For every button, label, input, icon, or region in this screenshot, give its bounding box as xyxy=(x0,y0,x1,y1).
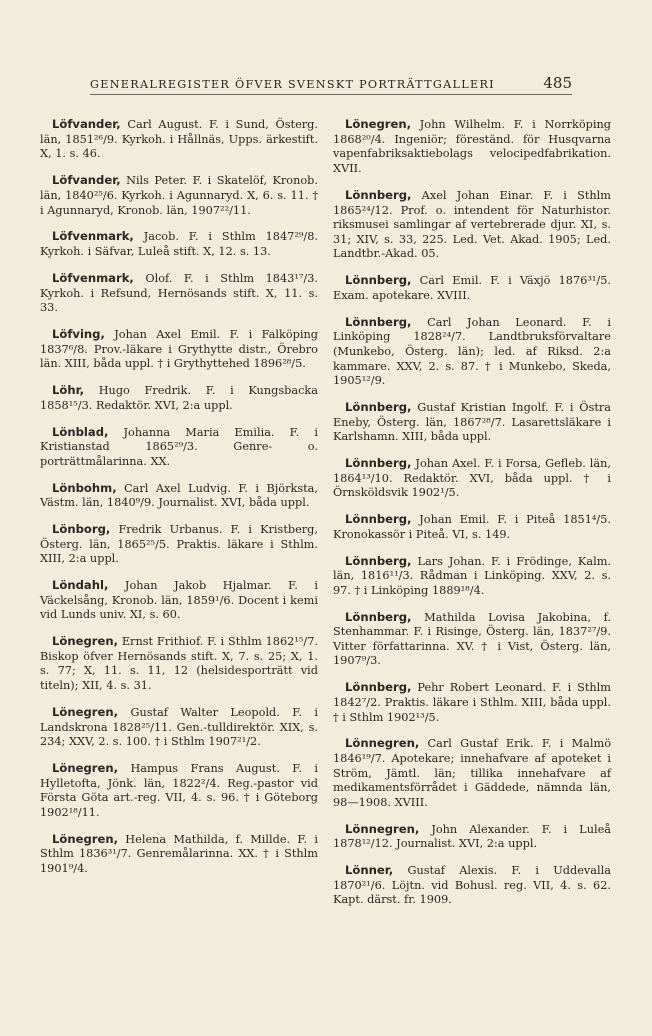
entry-surname: Lönnberg, xyxy=(345,680,412,695)
entry-text: Axel Johan Einar. F. i Sthlm 1865²⁴/12. Prof. o. intendent för Naturhistor. riksmusei samlingar af vertebrerade djur. XI, s. 31; XIV, s. 33, 225. Led. Vet. Akad. 1905; Led. Landtbr.-Akad. 05. xyxy=(333,188,611,261)
register-entry xyxy=(40,578,318,623)
entry-surname: Lönnberg, xyxy=(345,553,412,568)
entry-text: Ernst Frithiof. F. i Sthlm 1862¹⁵/7. Biskop öfver Hernösands stift. X, 7. s. 25; X, 1. s. 77; X, 11. s. 11, 12 (helsidesporträtt vid titeln); XII, 4. s. 31. xyxy=(40,635,319,693)
entry-text: John Wilhelm. F. i Norrköping 1868²⁰/4. Ingeniör; föreständ. för Husqvarna vapenfabriksaktiebolags velocipedfabrikation. XVII. xyxy=(333,118,611,176)
register-entry xyxy=(40,229,318,259)
register-entry xyxy=(40,383,318,413)
entry-text: Carl Emil. F. i Växjö 1876³¹/5. Exam. apotekare. XVIII. xyxy=(333,274,612,302)
entry-surname: Löfvander, xyxy=(52,173,121,188)
register-entry xyxy=(40,761,318,820)
register-entry xyxy=(40,832,318,877)
entry-surname: Lönegren, xyxy=(52,831,119,846)
entry-text: Hampus Frans August. F. i Hylletofta, Jönk. län, 1822²/4. Reg.-pastor vid Första Göta art.-reg. VII, 4. s. 96. † i Göteborg 1902¹⁸/11. xyxy=(40,762,318,819)
register-entry xyxy=(333,400,611,445)
entry-text: Nils Peter. F. i Skatelöf, Kronob. län, 1840²⁵/6. Kyrkoh. i Agunnaryd. X, 6. s. 11. † i Agunnaryd, Kronob. län, 1907²²/11. xyxy=(40,174,318,217)
running-header xyxy=(90,76,572,95)
entry-surname: Löfvenmark, xyxy=(52,229,134,244)
entry-text: Jacob. F. i Sthlm 1847²⁹/8. Kyrkoh. i Säfvar, Luleå stift. X, 12. s. 13. xyxy=(40,230,318,259)
register-entry xyxy=(40,705,318,750)
register-entry xyxy=(40,481,318,511)
entry-surname: Löfvenmark, xyxy=(52,270,134,285)
entry-text: Johan Jakob Hjalmar. F. i Väckelsång, Kronob. län, 1859¹/6. Docent i kemi vid Lunds univ. XI, s. 60. xyxy=(40,579,319,622)
register-entry xyxy=(333,680,611,725)
register-entry xyxy=(333,117,611,176)
entry-text: Johan Emil. F. i Piteå 1851⁴/5. Kronokassör i Piteå. VI, s. 149. xyxy=(333,513,611,541)
entry-text: Johan Axel Emil. F. i Falköping 1837⁶/8. Prov.-läkare i Grythytte distr., Örebro län. XIII, båda uppl. † i Grythyttehed 1896²⁸/5. xyxy=(40,328,319,371)
register-entry xyxy=(40,327,318,372)
entry-surname: Lönegren, xyxy=(345,117,412,132)
register-entry xyxy=(333,315,611,389)
entry-surname: Lönnegren, xyxy=(345,736,420,751)
left-column xyxy=(40,106,318,884)
entry-text: Olof. F. i Sthlm 1843¹⁷/3. Kyrkoh. i Refsund, Hernösands stift. X, 11. s. 33. xyxy=(40,271,319,315)
entry-surname: Lönnberg, xyxy=(345,512,412,527)
entry-surname: Lönegren, xyxy=(52,761,119,776)
register-entry xyxy=(333,610,611,669)
entry-text: Johanna Maria Emilia. F. i Kristianstad 1865²⁹/3. Genre- o. porträttmålarinna. XX. xyxy=(40,425,319,468)
entry-surname: Löndahl, xyxy=(52,578,109,593)
entry-text: Pehr Robert Leonard. F. i Sthlm 1842⁷/2. Praktis. läkare i Sthlm. XIII, båda uppl. † i Sthlm 1902¹³/5. xyxy=(333,681,611,724)
register-entry xyxy=(40,173,318,218)
entry-surname: Lönnberg, xyxy=(345,399,412,414)
entry-surname: Löfvander, xyxy=(52,117,121,132)
entry-text: Helena Mathilda, f. Millde. F. i Sthlm 1836³¹/7. Genremålarinna. XX. † i Sthlm 1901⁹/4. xyxy=(40,832,318,875)
register-entry xyxy=(333,736,611,810)
register-entry xyxy=(333,188,611,262)
entry-surname: Lönner, xyxy=(345,863,394,878)
entry-text: Carl Axel Ludvig. F. i Björksta, Västm. län, 1840⁹/9. Journalist. XVI, båda uppl. xyxy=(40,481,318,510)
register-entry xyxy=(40,425,318,470)
register-entry xyxy=(333,512,611,542)
register-entry xyxy=(40,271,318,316)
header-title: GENERALREGISTER ÖFVER SVENSKT PORTRÄTTGALLERI xyxy=(90,78,495,91)
entry-surname: Lönborg, xyxy=(52,522,111,537)
register-entry xyxy=(40,634,318,693)
register-entry xyxy=(40,522,318,567)
entry-text: Johan Axel. F. i Forsa, Gefleb. län, 1864¹³/10. Redaktör. XVI, båda uppl. † i Örnsköldsvik 1902¹/5. xyxy=(333,457,611,500)
entry-surname: Lönnberg, xyxy=(345,456,412,471)
entry-text: Carl Gustaf Erik. F. i Malmö 1846¹⁹/7. Apotekare; innehafvare af apoteket i Ström, Jämtl. län; tillika innehafvare af medikamentsförrådet i Gäddede, nämnda län, 98—1908. XVIII. xyxy=(333,737,611,809)
entry-surname: Lönblad, xyxy=(52,424,109,439)
register-entry xyxy=(333,822,611,852)
entry-surname: Lönegren, xyxy=(52,634,119,649)
entry-text: Mathilda Lovisa Jakobina, f. Stenhammar. F. i Risinge, Österg. län, 1837²⁷/9. Vitter författarinna. XV. † i Vist, Österg. län, 1907⁹/3. xyxy=(333,610,611,668)
entry-surname: Lönnberg, xyxy=(345,273,412,288)
right-column xyxy=(333,106,611,915)
entry-text: Fredrik Urbanus. F. i Kristberg, Österg. län, 1865²⁵/5. Praktis. läkare i Sthlm. XIII, 2:a uppl. xyxy=(40,523,319,566)
entry-surname: Lönnberg, xyxy=(345,314,412,329)
entry-text: Gustaf Walter Leopold. F. i Landskrona 1828²⁵/11. Gen.-tulldirektör. XIX, s. 234; XXV, 2. s. 100. † i Sthlm 1907²¹/2. xyxy=(40,705,318,749)
register-entry xyxy=(333,554,611,599)
entry-surname: Lönnberg, xyxy=(345,187,412,202)
entry-text: John Alexander. F. i Luleå 1878¹²/12. Journalist. XVI, 2:a uppl. xyxy=(333,822,611,851)
register-entry xyxy=(333,863,611,908)
entry-surname: Löhr, xyxy=(52,383,85,398)
register-entry xyxy=(40,117,318,162)
entry-surname: Lönbohm, xyxy=(52,480,117,495)
entry-surname: Lönnberg, xyxy=(345,609,412,624)
entry-surname: Lönegren, xyxy=(52,704,119,719)
entry-text: Carl Johan Leonard. F. i Linköping 1828²⁴/7. Landtbruksförvaltare (Munkebo, Österg. län); led. af Riksd. 2:a kammare. XXV, 2. s. 87. † i Munkebo, Skeda, 1905¹²/9. xyxy=(333,315,611,388)
page-number: 485 xyxy=(543,74,572,92)
entry-text: Carl August. F. i Sund, Österg. län, 1851²⁶/9. Kyrkoh. i Hållnäs, Upps. ärkestift. X, 1. s. 46. xyxy=(40,118,318,161)
entry-text: Lars Johan. F. i Frödinge, Kalm. län, 1816¹¹/3. Rådman i Linköping. XXV, 2. s. 97. † i Linköping 1889¹⁸/4. xyxy=(333,554,612,597)
entry-surname: Lönnegren, xyxy=(345,821,420,836)
entry-text: Gustaf Kristian Ingolf. F. i Östra Eneby, Österg. län, 1867²⁸/7. Lasarettsläkare i Karlshamn. XIII, båda uppl. xyxy=(333,400,611,444)
register-entry xyxy=(333,273,611,303)
entry-surname: Löfving, xyxy=(52,327,105,342)
entry-text: Hugo Fredrik. F. i Kungsbacka 1858¹⁵/3. Redaktör. XVI, 2:a uppl. xyxy=(40,384,318,412)
entry-text: Gustaf Alexis. F. i Uddevalla 1870²¹/6. Löjtn. vid Bohusl. reg. VII, 4. s. 62. Kapt. därst. fr. 1909. xyxy=(333,864,612,907)
register-entry xyxy=(333,456,611,501)
